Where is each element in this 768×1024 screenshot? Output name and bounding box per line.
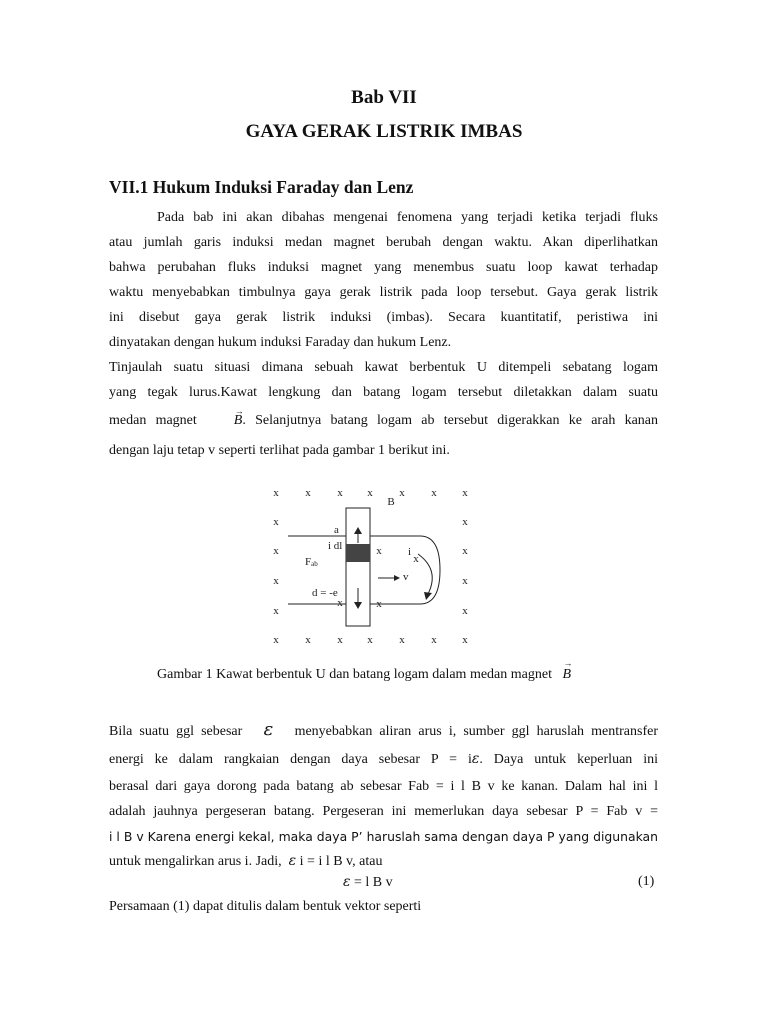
vector-symbol: → B <box>562 667 571 683</box>
equation-number: (1) <box>638 874 655 889</box>
field-mark: x <box>337 597 343 609</box>
paragraph-line: adalah jauhnya pergeseran batang. Pergeseran ini memerlukan daya sebesar P = Fab v = <box>109 804 658 819</box>
paragraph-line: yang tegak lurus.Kawat lengkung dan batang logam tersebut diletakkan dalam suatu <box>109 385 658 400</box>
field-mark: x <box>462 516 468 528</box>
paragraph-line <box>109 747 658 774</box>
paragraph-line: i l B v Karena energi kekal, maka daya P’ haruslah sama dengan daya P yang digunakan <box>109 829 658 844</box>
text-segment: energi ke dalam rangkaian dengan daya sebesar P = i <box>109 752 472 767</box>
paragraph-line <box>109 849 658 874</box>
text-segment: . Selanjutnya batang logam ab tersebut digerakkan ke arah kanan <box>242 413 658 428</box>
field-mark: x <box>273 575 279 587</box>
field-mark: x <box>399 634 405 646</box>
paragraph-line: ini disebut gaya gerak listrik induksi (imbas). Secara kuantitatif, peristiwa ini <box>109 310 658 325</box>
emf-symbol: ε <box>263 719 274 740</box>
section-title: VII.1 Hukum Induksi Faraday dan Lenz <box>109 177 414 197</box>
field-mark: x <box>376 545 382 557</box>
text-segment: Bila suatu ggl sebesar <box>109 724 243 739</box>
chapter-number: Bab VII <box>351 87 417 108</box>
field-label-b: B <box>387 496 395 508</box>
label-charge: d = -e <box>312 587 338 599</box>
field-mark: x <box>273 516 279 528</box>
paragraph-line: Persamaan (1) dapat ditulis dalam bentuk vektor seperti <box>109 899 422 914</box>
paragraph-line: berasal dari gaya dorong pada batang ab sebesar Fab = i l B v ke kanan. Dalam hal ini l <box>109 779 658 794</box>
field-mark: x <box>462 575 468 587</box>
text-segment: medan magnet <box>109 413 197 428</box>
field-mark: x <box>337 487 343 499</box>
velocity-arrowhead-icon <box>394 575 400 581</box>
text-segment: . Daya untuk keperluan ini <box>479 752 658 767</box>
field-mark: x <box>462 605 468 617</box>
paragraph-intro <box>109 205 658 355</box>
equation-1 <box>343 874 393 891</box>
field-mark: x <box>273 605 279 617</box>
text-segment: menyebabkan aliran arus i, sumber ggl haruslah mentransfer <box>294 724 659 739</box>
field-mark: x <box>273 487 279 499</box>
label-velocity: v <box>403 571 409 583</box>
label-force: Fab <box>305 556 318 568</box>
field-mark: x <box>337 634 343 646</box>
label-current: i <box>408 546 412 558</box>
field-mark: x <box>273 634 279 646</box>
field-mark: x <box>399 487 405 499</box>
paragraph-line: dinyatakan dengan hukum induksi Faraday dan hukum Lenz. <box>109 335 452 350</box>
field-mark: x <box>273 545 279 557</box>
figure-caption <box>157 667 571 683</box>
paragraph-setup <box>109 355 658 463</box>
field-mark: x <box>431 487 437 499</box>
text-segment: untuk mengalirkan arus i. Jadi, <box>109 854 282 869</box>
paragraph-line <box>109 405 658 438</box>
current-element <box>346 544 370 562</box>
current-direction-arrow-icon <box>418 554 432 594</box>
field-mark: x <box>462 545 468 557</box>
paragraph-line: bahwa perubahan fluks induksi magnet yang menembus suatu loop kawat terhadap <box>109 260 658 275</box>
caption-text: Gambar 1 Kawat berbentuk U dan batang logam dalam medan magnet <box>157 667 552 682</box>
label-a: a <box>334 524 339 536</box>
field-mark: x <box>462 634 468 646</box>
field-mark: x <box>462 487 468 499</box>
paragraph-line <box>109 717 658 747</box>
field-mark: x <box>305 487 311 499</box>
field-mark: x <box>367 487 373 499</box>
emf-symbol: ε <box>288 853 297 869</box>
field-mark: x <box>413 553 419 565</box>
emf-symbol: ε <box>343 874 351 890</box>
figure-u-wire <box>250 480 490 650</box>
field-mark: x <box>305 634 311 646</box>
paragraph-power <box>109 717 658 874</box>
field-mark: x <box>431 634 437 646</box>
equation-body: = l B v <box>354 875 393 890</box>
vector-symbol: → B <box>234 408 243 433</box>
paragraph-line: atau jumlah garis induksi medan magnet berubah dengan waktu. Akan diperlihatkan <box>109 235 658 250</box>
paragraph-line: Pada bab ini akan dibahas mengenai fenomena yang terjadi ketika terjadi fluks <box>157 210 658 225</box>
chapter-title: GAYA GERAK LISTRIK IMBAS <box>245 121 523 142</box>
field-mark: x <box>376 598 382 610</box>
field-mark: x <box>367 634 373 646</box>
text-segment: i = i l B v, atau <box>299 854 383 869</box>
current-arrowhead-icon <box>424 592 432 600</box>
paragraph-line: dengan laju tetap v seperti terlihat pada gambar 1 berikut ini. <box>109 443 450 458</box>
paragraph-line: Tinjaulah suatu situasi dimana sebuah kawat berbentuk U ditempeli sebatang logam <box>109 360 658 375</box>
paragraph-line: waktu menyebabkan timbulnya gaya gerak listrik pada loop tersebut. Gaya gerak listrik <box>109 285 658 300</box>
label-idl: i dl <box>328 540 343 552</box>
emf-symbol: ε <box>471 751 480 767</box>
